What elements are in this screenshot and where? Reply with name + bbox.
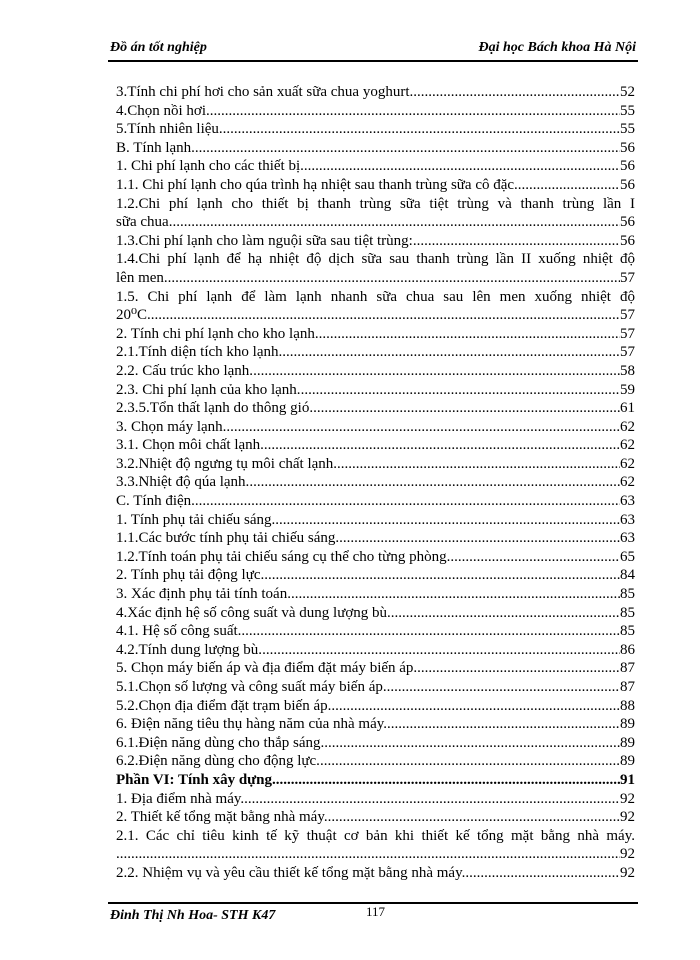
toc-dot-leader (195, 492, 620, 511)
toc-entry-title: 2.2. Cấu trúc kho lạnh. (116, 362, 254, 379)
toc-dot-leader (282, 343, 620, 362)
toc-entry-page: 62 (620, 437, 635, 454)
toc-entry (116, 808, 635, 827)
toc-entry-page: 92 (620, 809, 635, 826)
toc-entry-page: 55 (620, 102, 635, 119)
toc-entry (116, 418, 635, 437)
toc-entry-page: 63 (620, 530, 635, 547)
toc-dot-leader (328, 808, 620, 827)
toc-entry (116, 120, 635, 139)
toc-entry (116, 343, 635, 362)
toc-dot-leader (116, 845, 620, 864)
toc-entry (116, 659, 635, 678)
toc-entry-title: 1. Tính phụ tải chiếu sáng. (116, 511, 276, 528)
toc-entry-title: 1. Chi phí lạnh cho các thiết bị. (116, 158, 304, 175)
toc-entry-title: 3.3.Nhiệt độ qúa lạnh. (116, 474, 250, 491)
toc-entry (116, 362, 635, 381)
toc-entry (116, 548, 635, 567)
toc-entry (116, 622, 635, 641)
toc-entry-title: 5.1.Chọn số lượng và công suất máy biến áp. (116, 679, 387, 695)
toc-dot-leader (291, 585, 620, 604)
toc-dot-leader (168, 269, 620, 288)
toc-entry-title: 20⁰C. (116, 307, 151, 324)
toc-entry (116, 771, 635, 790)
toc-entry-page: 62 (620, 474, 635, 491)
toc-dot-leader (226, 418, 620, 437)
toc-entry-title: 1.2.Tính toán phụ tải chiếu sáng cụ thể cho từng phòng. (116, 548, 451, 565)
toc-entry-title: 5.2.Chọn địa điểm đặt trạm biến áp. (116, 697, 332, 714)
toc-entry-title: 1. Địa điểm nhà máy. (116, 790, 245, 807)
footer-author: Đinh Thị Nh Hoa- STH K47 (110, 908, 276, 923)
toc-dot-leader (337, 455, 620, 474)
toc-entry-page: 84 (620, 567, 635, 584)
toc-dot-leader (195, 139, 620, 158)
toc-dot-leader (223, 120, 620, 139)
toc-entry-page: 87 (620, 660, 635, 677)
toc-dot-leader (450, 548, 620, 567)
toc-entry (116, 381, 635, 400)
toc-entry-title: 2. Thiết kế tổng mặt bằng nhà máy. (116, 809, 328, 826)
toc-entry-page: 58 (620, 362, 635, 379)
toc-entry-title: 2.3. Chi phí lạnh của kho lạnh. (116, 381, 301, 398)
toc-entry-title: 2.1.Tính diện tích kho lạnh. (116, 344, 283, 361)
toc-entry-title: 3. Chọn máy lạnh. (116, 418, 227, 435)
toc-entry-page: 62 (620, 455, 635, 472)
toc-entry-title: 2.3.5.Tổn thất lạnh do thông gió. (116, 400, 314, 417)
toc-entry-page: 85 (620, 604, 635, 621)
toc-entry-page: 92 (620, 846, 635, 863)
toc-dot-leader (264, 436, 620, 455)
toc-entry (116, 473, 635, 492)
toc-entry (116, 83, 635, 102)
toc-entry (116, 492, 635, 511)
toc-entry (116, 176, 635, 195)
toc-dot-leader (169, 213, 620, 232)
toc-entry (116, 566, 635, 585)
toc-entry-title: lên men. (116, 269, 168, 286)
toc-entry-page: 56 (620, 176, 635, 193)
toc-entry (116, 102, 635, 121)
toc-dot-leader (417, 659, 620, 678)
toc-dot-leader (413, 232, 620, 251)
toc-entry (116, 604, 635, 623)
toc-dot-leader (331, 697, 620, 716)
page-number: 117 (366, 904, 386, 919)
toc-entry-page: 87 (620, 679, 635, 695)
toc-entry-title: C. Tính điện. (116, 493, 195, 510)
toc-dot-leader (413, 83, 620, 102)
toc-dot-leader (387, 678, 620, 697)
toc-entry-page: 85 (620, 586, 635, 603)
toc-dot-leader (249, 473, 620, 492)
toc-entry-page: 57 (620, 307, 635, 324)
toc-entry-page: 57 (620, 269, 635, 286)
toc-dot-leader (301, 381, 620, 400)
toc-entry-title: sữa chua (116, 214, 169, 231)
toc-entry-title-line1: 1.4.Chi phí lạnh để hạ nhiệt độ dịch sữa sau thanh trùng lần II xuống nhiệt độ (116, 251, 635, 268)
toc-entry-page: 91 (620, 771, 635, 788)
toc-entry-title: 5.Tính nhiên liệu. (116, 121, 223, 138)
toc-dot-leader (244, 790, 620, 809)
toc-dot-leader (339, 529, 620, 548)
toc-dot-leader (304, 157, 620, 176)
toc-entry-page: 92 (620, 864, 635, 881)
toc-entry-page: 63 (620, 493, 635, 510)
toc-entry-title-line1: 1.2.Chi phí lạnh cho thiết bị thanh trùng sữa tiệt trùng và thanh trùng lần I (116, 195, 635, 212)
toc-entry-title: 3. Xác định phụ tải tính toán. (116, 586, 291, 603)
toc-entry-title: 2.2. Nhiệm vụ và yêu cầu thiết kế tổng mặt bằng nhà máy. (116, 864, 466, 881)
toc-entry-title: 4.Chọn nồi hơi (116, 102, 207, 119)
toc-dot-leader (324, 734, 620, 753)
toc-entry (116, 139, 635, 158)
toc-dot-leader (391, 604, 620, 623)
toc-entry-page: 61 (620, 400, 635, 417)
toc-entry-title: 1.3.Chi phí lạnh cho làm nguội sữa sau tiệt trùng: (116, 232, 413, 249)
toc-entry (116, 715, 635, 734)
toc-entry-page: 52 (620, 84, 635, 100)
toc-entry-title: 3.2.Nhiệt độ ngưng tụ môi chất lạnh. (116, 455, 338, 472)
toc-entry (116, 511, 635, 530)
toc-entry-page: 63 (620, 511, 635, 528)
toc-entry-title: 1.1.Các bước tính phụ tải chiếu sáng. (116, 530, 340, 547)
toc-entry (116, 232, 635, 251)
toc-entry-page: 86 (620, 641, 635, 658)
toc-entry (116, 325, 635, 344)
toc-entry (116, 585, 635, 604)
toc-entry (116, 529, 635, 548)
toc-entry-title-line1: 1.5. Chi phí lạnh để làm lạnh nhanh sữa chua sau lên men xuống nhiệt độ (116, 288, 635, 305)
toc-entry-page: 89 (620, 716, 635, 733)
toc-entry (116, 250, 635, 287)
toc-entry-title: 4.2.Tính dung lượng bù. (116, 641, 263, 658)
toc-entry (116, 641, 635, 660)
toc-entry-page: 57 (620, 344, 635, 361)
toc-entry-page: 89 (620, 753, 635, 770)
toc-dot-leader (262, 641, 620, 660)
toc-entry-page: 85 (620, 623, 635, 640)
toc-dot-leader (518, 176, 620, 195)
toc-entry (116, 399, 635, 418)
toc-entry-page: 55 (620, 121, 635, 138)
toc-entry-page: 57 (620, 325, 635, 342)
toc-entry-title: 4.Xác định hệ số công suất và dung lượng bù. (116, 604, 391, 621)
toc-entry (116, 195, 635, 232)
header-right-text: Đại học Bách khoa Hà Nội (478, 40, 636, 55)
toc-dot-leader (319, 325, 620, 344)
toc-entry-title: Phần VI: Tính xây dựng (116, 771, 273, 788)
toc-entry (116, 864, 635, 883)
toc-dot-leader (275, 511, 620, 530)
toc-entry-title: 6.1.Điện năng dùng cho thắp sáng. (116, 734, 325, 751)
toc-entry (116, 790, 635, 809)
toc-entry-title: 3.1. Chọn môi chất lạnh. (116, 437, 264, 454)
toc-dot-leader (151, 306, 620, 325)
toc-entry-page: 62 (620, 418, 635, 435)
toc-entry (116, 678, 635, 697)
toc-entry-page: 56 (620, 158, 635, 175)
toc-entry (116, 157, 635, 176)
toc-entry (116, 734, 635, 753)
toc-entry (116, 752, 635, 771)
toc-entry (116, 288, 635, 325)
toc-entry-title: 5. Chọn máy biến áp và địa điểm đặt máy biến áp. (116, 660, 418, 677)
toc-entry-title: B. Tính lạnh. (116, 139, 195, 156)
toc-entry-page: 56 (620, 232, 635, 249)
toc-entry-page: 92 (620, 790, 635, 807)
toc-dot-leader (264, 566, 620, 585)
toc-dot-leader (313, 399, 620, 418)
toc-entry-page: 88 (620, 697, 635, 714)
table-of-contents (116, 83, 635, 883)
toc-dot-leader (272, 771, 620, 790)
header-left-text: Đồ án tốt nghiệp (110, 40, 207, 55)
toc-dot-leader (253, 362, 620, 381)
toc-entry-title: 6.2.Điện năng dùng cho động lực. (116, 753, 320, 770)
toc-dot-leader (465, 864, 620, 883)
toc-entry-title: 4.1. Hệ số công suất. (116, 623, 242, 640)
toc-entry (116, 455, 635, 474)
page-header (108, 36, 638, 62)
toc-entry-page: 65 (620, 548, 635, 565)
toc-entry-page: 59 (620, 381, 635, 398)
toc-entry-title: 2. Tính chi phí lạnh cho kho lạnh. (116, 325, 319, 342)
toc-dot-leader (320, 752, 620, 771)
toc-dot-leader (387, 715, 620, 734)
toc-entry-title: 6. Điện năng tiêu thụ hàng năm của nhà máy. (116, 716, 388, 733)
toc-entry-page: 56 (620, 139, 635, 156)
toc-entry (116, 827, 635, 864)
toc-dot-leader (241, 622, 620, 641)
toc-entry-title-line1: 2.1. Các chỉ tiêu kinh tế kỹ thuật cơ bản khi thiết kế tổng mặt bằng nhà máy. (116, 827, 635, 844)
page-footer (108, 902, 638, 928)
toc-dot-leader (206, 102, 620, 121)
toc-entry-title: 2. Tính phụ tải động lực. (116, 567, 265, 584)
toc-entry-page: 56 (620, 214, 635, 231)
toc-entry-title: 3.Tính chi phí hơi cho sản xuất sữa chua yoghurt. (116, 84, 414, 100)
toc-entry-page: 89 (620, 734, 635, 751)
toc-entry-title: 1.1. Chi phí lạnh cho qúa trình hạ nhiệt sau thanh trùng sữa cô đặc. (116, 176, 518, 193)
toc-entry (116, 697, 635, 716)
toc-entry (116, 436, 635, 455)
